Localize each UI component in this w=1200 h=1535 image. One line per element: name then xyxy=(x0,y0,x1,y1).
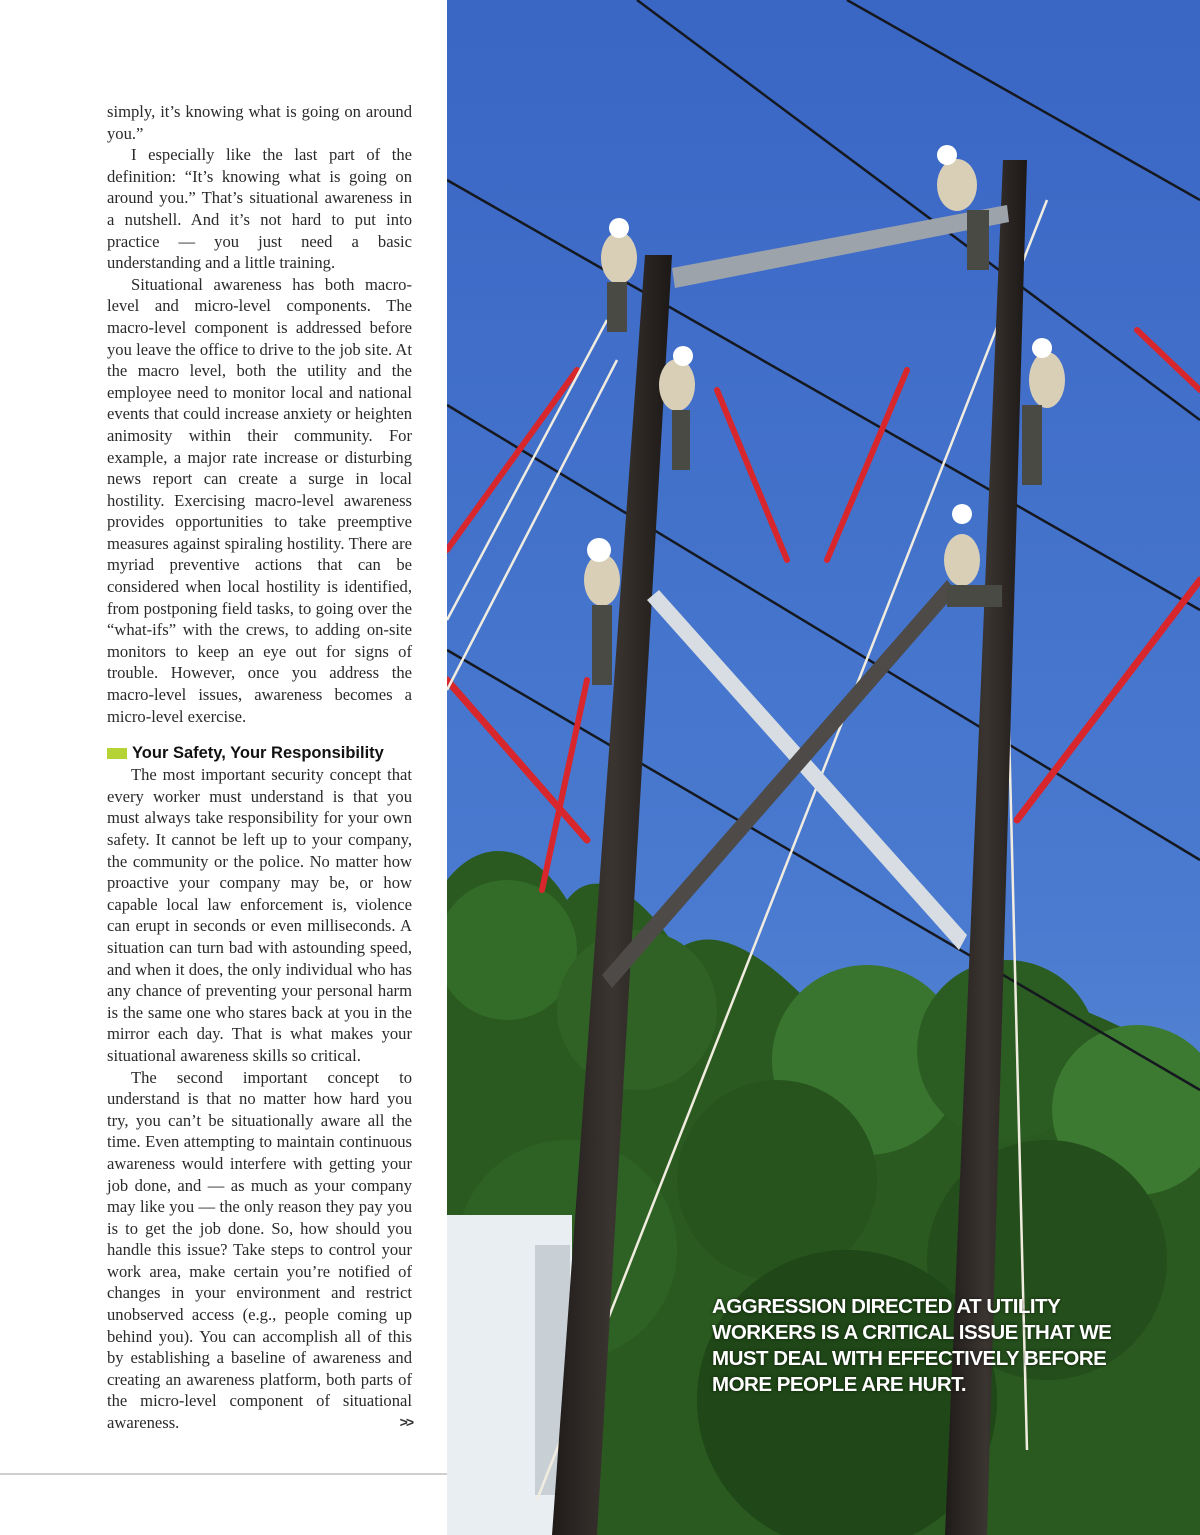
paragraph-4: The most important security concept that every worker must understand is that you must always take responsibility for your own safety. It cannot be left up to your company, the community or the police. No matter how proactive your company may be, or how capable local law enforcement is, violence can erupt in seconds or even milliseconds. A situation can turn bad with astounding speed, and when it does, the only individual who has any chance of preventing your personal harm is the same one who stares back at you in the mirror each day. That is what makes your situational awareness skills so critical. xyxy=(107,765,412,1065)
paragraph-1: simply, it’s knowing what is going on around you.” xyxy=(107,102,412,143)
footer-rule xyxy=(0,1473,447,1475)
paragraph-3: Situational awareness has both macro-level and micro-level components. The macro-level component is addressed before you leave the office to drive to the job site. At the macro level, both the utility and the employee need to monitor local and national events that could increase anxiety or heighten animosity within their community. For example, a major rate increase or disturbing news report can create a surge in local hostility. Exercising macro-level awareness provides opportunities to take preemptive measures against spiraling hostility. There are myriad preventive actions that can be considered when local hostility is identified, from postponing field tasks, to going over the “what-ifs” with the crews, to adding on-site monitors to keep an eye out for signs of trouble. However, once you address the macro-level issues, awareness becomes a micro-level exercise. xyxy=(107,274,412,726)
subhead xyxy=(107,743,412,764)
photo-caption: AGGRESSION DIRECTED AT UTILITY WORKERS IS A CRITICAL ISSUE THAT WE MUST DEAL WITH EFFECTIVELY BEFORE MORE PEOPLE ARE HURT. xyxy=(712,1295,1112,1396)
article-body xyxy=(107,101,412,1434)
continue-arrows: >> xyxy=(399,1414,412,1431)
paragraph-5 xyxy=(107,1067,412,1434)
text-column xyxy=(0,0,447,1535)
subhead-text: Your Safety, Your Responsibility xyxy=(132,744,384,763)
subhead-marker xyxy=(107,748,127,759)
paragraph-5-text: The second important concept to understand is that no matter how hard you try, you can’t be situationally aware all the time. Even attempting to maintain continuous awareness would interfere with getting your job done, and — as much as your company may like you — the only reason they pay you is to get the job done. So, how should you handle this issue? Take steps to control your work area, make certain you’re notified of changes in your environment and restrict unobserved access (e.g., people coming up behind you). You can accomplish all of this by establishing a baseline of awareness and creating an awareness platform, both parts of the micro-level component of situational awareness. xyxy=(107,1067,412,1433)
paragraph-2: I especially like the last part of the definition: “It’s knowing what is going on around you.” That’s situational awareness in a nutshell. And it’s not hard to put into practice — you just need a basic understanding and a little training. xyxy=(107,145,412,273)
